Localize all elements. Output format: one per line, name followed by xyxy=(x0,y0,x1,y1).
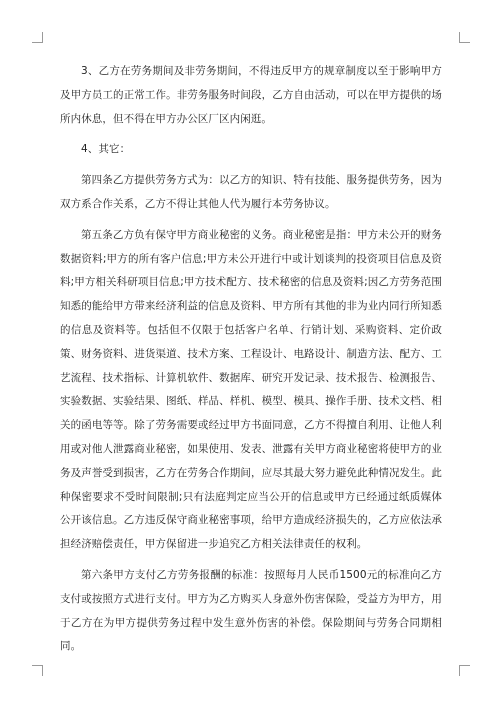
crop-mark-bottom-left xyxy=(32,665,43,676)
crop-mark-top-right xyxy=(459,32,470,43)
crop-mark-top-left xyxy=(32,32,43,43)
paragraph-clause-3: 3、乙方在劳务期间及非劳务期间，不得违反甲方的规章制度以至于影响甲方及甲方员工的正常工作。非劳务服务时间段，乙方自由活动，可以在甲方提供的场所内休息，但不得在甲方办公区厂区内闲逛。 xyxy=(60,65,442,125)
paragraph-article-6: 第六条甲方支付乙方劳务报酬的标准：按照每月人民币1500元的标准向乙方支付或按照方式进行支付。甲方为乙方购买人身意外伤害保险，受益方为甲方，用于乙方在为甲方提供劳务过程中发生意外伤害的补偿。保险期间与劳务合同期相同。 xyxy=(60,568,442,653)
document-body xyxy=(60,60,442,666)
paragraph-article-5: 第五条乙方负有保守甲方商业秘密的义务。商业秘密是指：甲方未公开的财务数据资料;甲方的所有客户信息;甲方未公开进行中或计划谈判的投资项目信息及资料;甲方相关科研项目信息;甲方技术配方、技术秘密的信息及资料;因乙方劳务范围知悉的能给甲方带来经济利益的信息及资料、甲方所有其他的非为业内同行所知悉的信息及资料等。包括但不仅限于包括客户名单、行销计划、采购资料、定价政策、财务资料、进货渠道、技术方案、工程设计、电路设计、制造方法、配方、工艺流程、技术指标、计算机软件、数据库、研究开发记录、技术报告、检测报告、实验数据、实验结果、图纸、样品、样机、模型、模具、操作手册、技术文档、相关的函电等等。除了劳务需要或经过甲方书面同意，乙方不得擅自利用、让他人利用或对他人泄露商业秘密，如果使用、发表、泄露有关甲方商业秘密将使甲方的业务及声誉受到损害，乙方在劳务合作期间，应尽其最大努力避免此种情况发生。此种保密要求不受时间限制;只有法庭判定应当公开的信息或甲方已经通过纸质媒体公开该信息。乙方违反保守商业秘密事项，给甲方造成经济损失的，乙方应依法承担经济赔偿责任，甲方保留进一步追究乙方相关法律责任的权利。 xyxy=(60,228,442,551)
paragraph-article-4: 第四条乙方提供劳务方式为：以乙方的知识、特有技能、服务提供劳务，因为双方系合作关系，乙方不得让其他人代为履行本劳务协议。 xyxy=(60,174,442,210)
paragraph-clause-4: 4、其它： xyxy=(81,143,131,156)
crop-mark-bottom-right xyxy=(459,665,470,676)
